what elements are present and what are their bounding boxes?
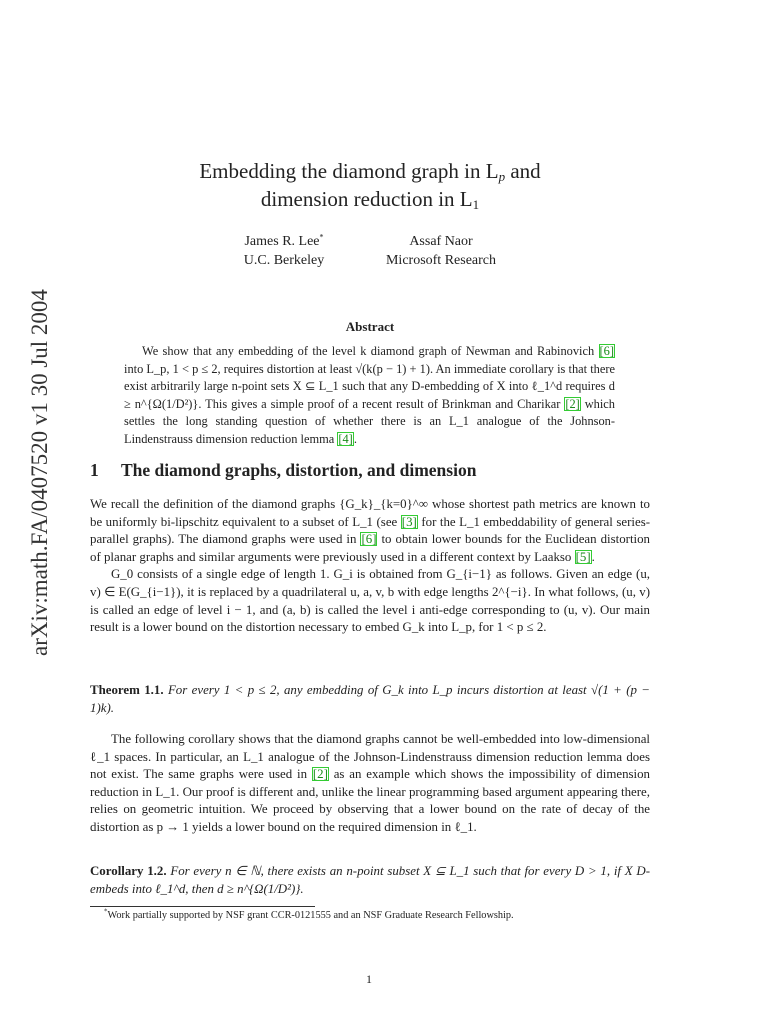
arxiv-identifier: arXiv:math.FA/0407520 v1 30 Jul 2004: [27, 289, 52, 657]
abstract-heading: Abstract: [345, 319, 395, 334]
citation-link[interactable]: [4]: [338, 431, 353, 446]
title-line1: Embedding the diamond graph in $L_p$ and: [199, 159, 541, 184]
footnote-text: Work partially supported by NSF grant CCR-0121555 and an NSF Graduate Research Fellowship.: [107, 910, 514, 921]
theorem-statement: For every 1 < p ≤ 2, any embedding of G_k into L_p incurs distortion at least √(1 + (p − 1)k).: [90, 683, 650, 715]
corollary-statement: For every n ∈ ℕ, there exists an n-point subset X ⊆ L_1 such that for every D > 1, if X D-embeds into ℓ_1^d, then d ≥ n^{Ω(1/D²)}.: [90, 864, 650, 896]
theorem-label: Theorem 1.1.: [90, 683, 164, 697]
body-paragraphs: [90, 496, 650, 637]
corollary-label: Corollary 1.2.: [90, 864, 167, 878]
author-affiliation: U.C. Berkeley: [243, 253, 325, 268]
citation-link[interactable]: [5]: [575, 549, 591, 564]
footnote-divider: [90, 906, 315, 907]
abstract-text: We show that any embedding of the level k diamond graph of Newman and Rabinovich [6] into L_p, 1 < p ≤ 2, requires distortion at least √(k(p − 1) + 1). An immediate corollary is that there exist arbitrarily large n-point sets X ⊆ L_1 such that any D-embedding of X into ℓ_1^d requires d ≥ n^{Ω(1/D²)}. This gives a simple proof of a recent result of Brinkman and Charikar [2] which settles the long standing question of whether there is an L_1 analogue of the Johnson-Lindenstrauss dimension reduction lemma [4].: [124, 344, 615, 446]
citation-link[interactable]: [2]: [565, 396, 580, 411]
paragraph-3: The following corollary shows that the diamond graphs cannot be well-embedded into low-dimensional ℓ_1 spaces. In particular, an L_1 analogue of the Johnson-Lindenstrauss dimension reduction lemma does not exist. The same graphs were used in [2] as an example which shows the impossibility of dimension reduction in L_1. Our proof is different and, unlike the linear programming based argument appearing there, relies on geometric intuition. We proceed by observing that a lower bound on the rate of decay of the distortion as p → 1 yields a lower bound on the required dimension in ℓ_1.: [90, 732, 650, 834]
corollary: [90, 863, 650, 898]
title-line2: dimension reduction in $L_1$: [260, 187, 480, 212]
paragraph-1: We recall the definition of the diamond graphs {G_k}_{k=0}^∞ whose shortest path metrics are known to be uniformly bi-lipschitz equivalent to a subset of L_1 (see [3] for the L_1 embeddability of general series-parallel graphs). The diamond graphs were used in [6] to obtain lower bounds for the Euclidean distortion of planar graphs and similar arguments were previously used in a different context by Laakso [5].: [90, 497, 651, 564]
citation-link[interactable]: [6]: [361, 532, 377, 547]
author-affiliation: Microsoft Research: [385, 253, 497, 268]
footnote: [104, 909, 644, 923]
section-title: The diamond graphs, distortion, and dimension: [121, 460, 477, 480]
author-naor: [372, 232, 510, 270]
page-number: 1: [366, 972, 372, 986]
author-name: James R. Lee: [244, 234, 320, 249]
citation-link[interactable]: [2]: [312, 767, 328, 782]
paragraph-2: G_0 consists of a single edge of length 1. G_i is obtained from G_{i−1} as follows. Given an edge (u, v) ∈ E(G_{i−1}), it is replaced by a quadrilateral u, a, v, b with edge lengths 2^{−i}. In what follows, (u, v) is called an edge of level i − 1, and (a, b) is called the level i anti-edge corresponding to (u, v). Our main result is a lower bound on the distortion necessary to embed G_k into L_p, for 1 < p ≤ 2.: [90, 567, 650, 635]
footnote-mark: *: [104, 907, 108, 916]
citation-link[interactable]: [3]: [401, 514, 417, 529]
author-name: Assaf Naor: [409, 234, 473, 249]
section-number: 1: [90, 460, 99, 480]
citation-link[interactable]: [6]: [599, 344, 614, 358]
author-lee: [224, 232, 344, 270]
theorem: [90, 682, 650, 717]
section-heading: [90, 460, 650, 481]
author-footnote-mark: *: [319, 232, 324, 242]
paper-title: [100, 157, 640, 213]
